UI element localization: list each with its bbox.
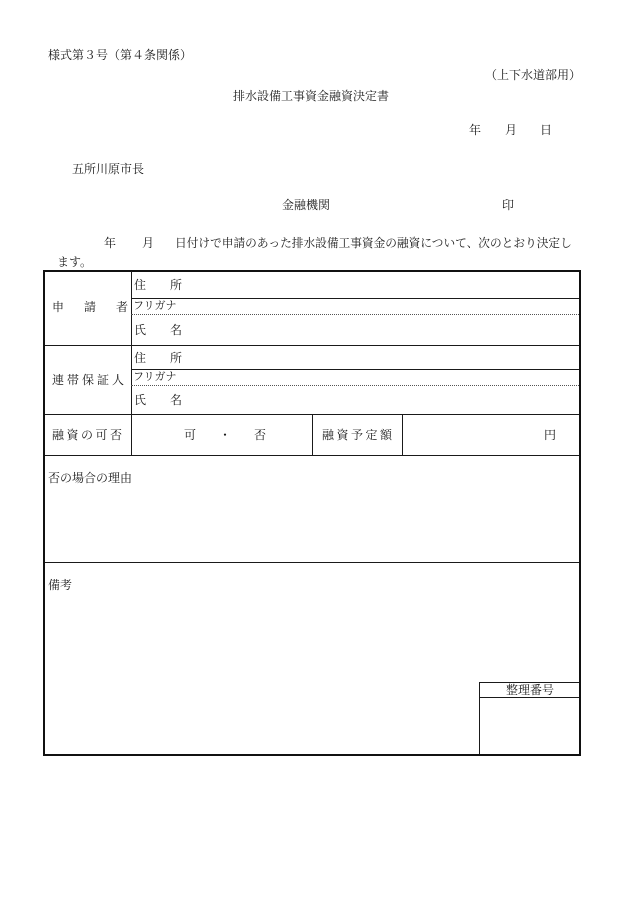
date-year-label: 年 xyxy=(469,123,482,137)
decision-options-divider xyxy=(312,414,313,455)
guarantor-address-divider xyxy=(131,369,579,370)
body-month-label: 月 xyxy=(142,236,155,250)
date-month-label: 月 xyxy=(505,123,518,137)
applicant-furigana-label: フリガナ xyxy=(133,299,177,312)
applicant-address-label: 住 所 xyxy=(134,278,189,292)
date-day-label: 日 xyxy=(540,123,553,137)
guarantor-furigana-divider xyxy=(131,385,579,386)
guarantor-name-label: 氏 名 xyxy=(134,393,189,407)
guarantor-furigana-label: フリガナ xyxy=(133,370,177,383)
body-text-line2: ます。 xyxy=(57,255,93,269)
applicant-label: 申 請 者 xyxy=(52,300,133,314)
row-divider-reason xyxy=(45,562,579,563)
remarks-label: 備考 xyxy=(48,578,73,592)
loan-amount-unit: 円 xyxy=(544,428,557,442)
body-text-line1: 日付けで申請のあった排水設備工事資金の融資について、次のとおり決定し xyxy=(175,236,572,250)
applicant-furigana-divider xyxy=(131,314,579,315)
applicant-name-label: 氏 名 xyxy=(134,323,189,337)
reference-box-left xyxy=(479,682,480,754)
document-title: 排水設備工事資金融資決定書 xyxy=(233,89,390,103)
department-label: （上下水道部用） xyxy=(485,68,582,82)
decision-table-border xyxy=(43,270,581,756)
guarantor-address-label: 住 所 xyxy=(134,351,189,365)
loan-amount-label: 融資予定額 xyxy=(322,428,395,442)
applicant-address-divider xyxy=(131,298,579,299)
row-divider-decision xyxy=(45,455,579,456)
seal-mark: 印 xyxy=(502,198,515,212)
loan-decision-options: 可 ・ 否 xyxy=(184,428,272,442)
rejection-reason-label: 否の場合の理由 xyxy=(48,471,133,485)
amount-label-divider xyxy=(402,414,403,455)
issuer-label: 金融機関 xyxy=(282,198,331,212)
guarantor-label: 連帯保証人 xyxy=(52,373,128,387)
reference-number-label: 整理番号 xyxy=(506,683,555,697)
reference-box-header-divider xyxy=(479,697,579,698)
form-number: 様式第３号（第４条関係） xyxy=(48,48,193,62)
loan-decision-label: 融資の可否 xyxy=(52,428,125,442)
body-year-label: 年 xyxy=(104,236,117,250)
addressee: 五所川原市長 xyxy=(72,162,145,176)
row-divider-applicant xyxy=(45,345,579,346)
